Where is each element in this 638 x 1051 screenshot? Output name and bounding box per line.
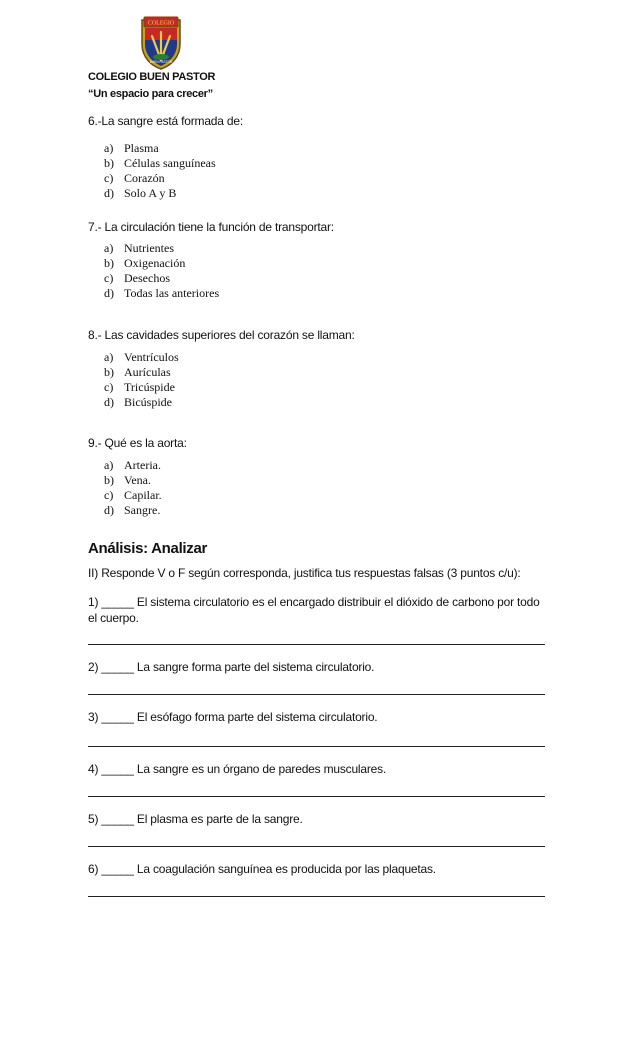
option-item [104,380,179,395]
option-letter: a) [104,241,114,255]
school-motto: “Un espacio para crecer” [88,88,213,100]
statement-3: 3) _____ El esófago forma parte del sistema circulatorio. [88,710,378,724]
statement-4: 4) _____ La sangre es un órgano de paredes musculares. [88,762,387,776]
option-text: Células sanguíneas [124,156,216,170]
option-text: Ventrículos [124,350,179,364]
option-item [104,141,216,156]
question-6: 6.-La sangre está formada de: [88,114,243,128]
option-item [104,156,216,171]
option-item [104,473,162,488]
option-text: Corazón [124,171,165,185]
statement-6: 6) _____ La coagulación sanguínea es producida por las plaquetas. [88,862,436,876]
option-item [104,365,179,380]
option-text: Aurículas [124,365,171,379]
option-item [104,350,179,365]
option-text: Nutrientes [124,241,174,255]
option-text: Desechos [124,271,170,285]
option-text: Arteria. [124,458,161,472]
statement-5: 5) _____ El plasma es parte de la sangre. [88,812,303,826]
question-9-options [104,458,162,518]
option-text: Oxigenación [124,256,186,270]
option-letter: d) [104,395,114,409]
question-7-options [104,241,219,301]
option-letter: c) [104,271,114,285]
option-letter: d) [104,286,114,300]
option-letter: b) [104,156,114,170]
option-letter: b) [104,365,114,379]
question-7: 7.- La circulación tiene la función de transportar: [88,220,334,234]
answer-line-2[interactable] [88,694,545,695]
section-instructions: II) Responde V o F según corresponda, justifica tus respuestas falsas (3 puntos c/u): [88,566,521,580]
option-text: Vena. [124,473,151,487]
option-letter: d) [104,503,114,517]
option-text: Tricúspide [124,380,175,394]
option-letter: b) [104,256,114,270]
option-item [104,458,162,473]
option-letter: a) [104,350,114,364]
option-item [104,271,219,286]
answer-line-4[interactable] [88,796,545,797]
option-text: Todas las anteriores [124,286,220,300]
logo-subtext: BUEN PASTOR [149,60,173,64]
option-text: Solo A y B [124,186,177,200]
question-8: 8.- Las cavidades superiores del corazón se llaman: [88,328,355,342]
option-letter: d) [104,186,114,200]
statement-2: 2) _____ La sangre forma parte del sistema circulatorio. [88,660,375,674]
option-letter: b) [104,473,114,487]
option-text: Capilar. [124,488,162,502]
option-item [104,171,216,186]
logo-text: COLEGIO [147,20,175,27]
section-title: Análisis: Analizar [88,540,208,557]
option-text: Bicúspide [124,395,172,409]
option-letter: c) [104,488,114,502]
option-item [104,395,179,410]
option-item [104,256,219,271]
option-item [104,286,219,301]
option-letter: c) [104,171,114,185]
option-letter: a) [104,458,114,472]
question-6-options [104,141,216,201]
answer-line-6[interactable] [88,896,545,897]
option-item [104,488,162,503]
option-text: Plasma [124,141,159,155]
option-text: Sangre. [124,503,161,517]
option-item [104,503,162,518]
answer-line-3[interactable] [88,746,545,747]
answer-line-1[interactable] [88,644,545,645]
option-letter: c) [104,380,114,394]
option-item [104,186,216,201]
option-letter: a) [104,141,114,155]
option-item [104,241,219,256]
school-crest-logo [136,14,186,70]
school-name: COLEGIO BUEN PASTOR [88,71,216,83]
question-9: 9.- Qué es la aorta: [88,436,187,450]
question-8-options [104,350,179,410]
answer-line-5[interactable] [88,846,545,847]
statement-1: 1) _____ El sistema circulatorio es el encargado distribuir el dióxido de carbono por todo el cuerpo. [88,595,540,625]
